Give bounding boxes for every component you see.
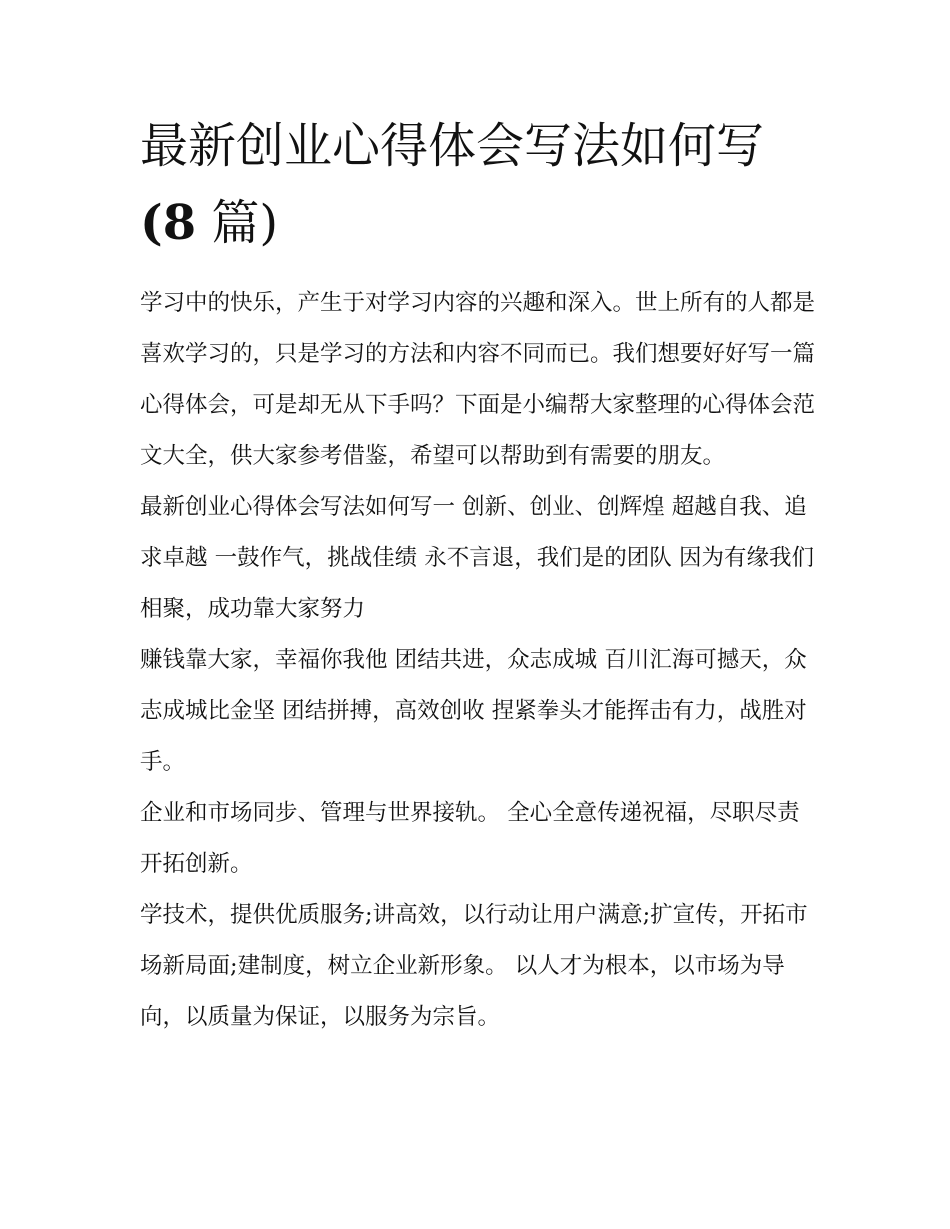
paragraph-intro: 学习中的快乐，产生于对学习内容的兴趣和深入。世上所有的人都是喜欢学习的，只是学习的方法和内容不同而已。我们想要好好写一篇心得体会，可是却无从下手吗？下面是小编帮大家整理的心得体会范文大全，供大家参考借鉴，希望可以帮助到有需要的朋友。 [140,290,816,469]
title-count: (8 [140,195,197,251]
paragraph-slogans-4: 学技术，提供优质服务;讲高效，以行动让用户满意;扩宣传，开拓市场新局面;建制度，树立企业新形象。 以人才为根本，以市场为导向，以质量为保证，以服务为宗旨。 [140,902,808,1030]
paragraph-slogans-2: 赚钱靠大家，幸福你我他 团结共进，众志成城 百川汇海可撼天，众志成城比金坚 团结拼搏，高效创收 捏紧拳头才能挥击有力，战胜对手。 [140,647,807,775]
document-title [140,108,820,262]
title-line-1: 最新创业心得体会写法如何写 [140,118,765,174]
title-line-2 [140,185,820,262]
document-content [140,108,820,1043]
paragraph-slogans-1: 最新创业心得体会写法如何写一 创新、创业、创辉煌 超越自我、追求卓越 一鼓作气，挑战佳绩 永不言退，我们是的团队 因为有缘我们相聚，成功靠大家努力 [140,494,814,622]
document-body [140,278,820,1043]
title-count-suffix: 篇) [196,195,279,251]
paragraph-slogans-3: 企业和市场同步、管理与世界接轨。 全心全意传递祝福，尽职尽责开拓创新。 [140,800,800,877]
